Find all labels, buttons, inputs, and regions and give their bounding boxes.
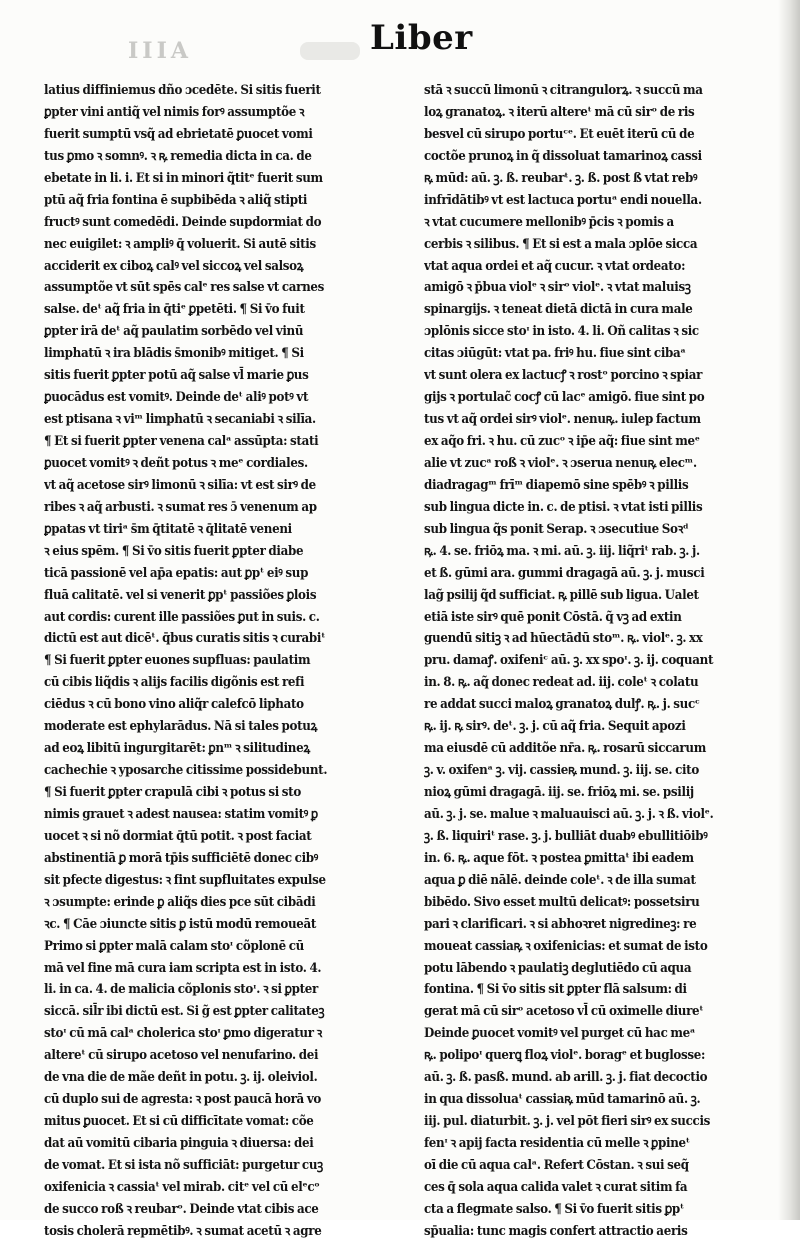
text-line: ꝑuocet vomitꝰ ꝛ deñt potus ꝛ meᵉ cordiales.	[44, 455, 308, 471]
text-line: uocet ꝛ si nõ dormiat q̄tū potit. ꝛ post faciat	[44, 828, 312, 844]
ink-smudge	[300, 42, 360, 60]
text-line: nioꝝ gūmi dragagā. iij. se. friōꝝ mi. se. psilij	[424, 785, 694, 800]
text-line: bibēdo. Sivo esset multū delicatꝰ: possetsiru	[424, 894, 700, 910]
text-line: moueat cassiaꝶ ꝛ oxifenicias: et sumat de isto	[424, 938, 708, 954]
left-text-column	[44, 80, 404, 1243]
text-line: in. 8. ꝶ. aq̃ donec redeat ad. iij. coleᵗ ꝛ colatu	[424, 675, 699, 691]
right-text-column	[424, 80, 772, 1243]
text-line: fontina. ¶ Si v̄o sitis sit ꝑpter flā salsum: di	[424, 982, 687, 998]
show-through-text: IIIA	[128, 38, 192, 64]
text-line: pru. damaꝭ. oxifeniᶜ aū. ꝫ. xx spoᶦ. ꝫ. ij. coquant	[424, 653, 714, 669]
text-line: ꝶ mūd: aū. ꝫ. ß. reubarᵗ. ꝫ. ß. post ß vtat rebꝰ	[424, 170, 698, 186]
text-line: loꝝ granatoꝝ. ꝛ iterū altereᵗ mā cū sirᵒ de ris	[424, 104, 695, 120]
text-line: ¶ Et si fuerit ꝑpter venena calᵃ assūpta: stati	[44, 434, 319, 449]
text-line: dat aū vomitū cibaria pinguia ꝛ diuersa: dei	[44, 1136, 314, 1151]
text-line: ꝶ. ij. ꝶ sirꝰ. deᵗ. ꝫ. j. cū aq̃ fria. Sequit apozi	[424, 719, 686, 735]
text-line: de succo roß ꝛ reubarᵒ. Deinde vtat cibis ace	[44, 1201, 319, 1217]
text-line: ɔplōnis sicce stoᶦ in isto. 4. li. Oñ calitas ꝛ sic	[424, 324, 699, 340]
text-line: sub lingua dicte in. c. de ptisi. ꝛ vtat isti pillis	[424, 499, 703, 515]
text-line: oxifenicia ꝛ cassiaᵗ vel mirab. citᵉ vel cū elᵉcᵒ	[44, 1179, 320, 1195]
text-line: ciēdus ꝛ cū bono vino aliq̃r calefcō liphato	[44, 697, 304, 713]
text-line: Deinde ꝑuocet vomitꝰ vel purget cū hac meᵃ	[424, 1026, 696, 1042]
text-line: amigō ꝛ p̄bua violᵉ ꝛ sirᵒ violᵉ. ꝛ vtat maluisꝫ	[424, 280, 691, 296]
text-line: cta a flegmate salso. ¶ Si v̄o fuerit sitis ꝑpᵗ	[424, 1201, 684, 1217]
text-line: moderate est ephylarādus. Nā si tales potuꝝ	[44, 719, 318, 735]
text-line: ꝛc. ¶ Cāe ɔiuncte sitis ꝑ istū modū remoueāt	[44, 916, 317, 932]
text-line: fuerit sumptū vsq̃ ad ebrietatē ꝑuocet vomi	[44, 126, 313, 142]
running-head: Liber	[370, 18, 473, 58]
text-line: ꝶ. polipoᶦ querꝗ floꝝ violᵉ. boragᵉ et buglosse:	[424, 1048, 706, 1064]
text-line: fructꝰ sunt comedēdi. Deinde supdormiat do	[44, 214, 322, 230]
text-line: dictū est aut dicēᵗ. q̄bus curatis sitis ꝛ curabiᵗ	[44, 631, 326, 647]
text-line: tosis cholerā repmētibꝰ. ꝛ sumat acetū ꝛ agre	[44, 1223, 322, 1239]
text-line: nec euigilet: ꝛ ampliꝰ q̄ voluerit. Si autē sitis	[44, 236, 316, 252]
text-line: ¶ Si fuerit ꝑpter euones supfluas: paulatim	[44, 653, 311, 669]
text-line: cerbis ꝛ silibus. ¶ Et si est a mala ɔplōe sicca	[424, 236, 698, 252]
text-line: tus ꝑmo ꝛ somnꝰ. ꝛ ꝶ remedia dicta in ca. de	[44, 148, 312, 164]
text-line: oī die cū aqua calᵃ. Refert Cōstan. ꝛ sui seq̃	[424, 1157, 689, 1173]
text-line: ꝛ vtat cucumere mellonibꝰ p̄cis ꝛ pomis a	[424, 214, 674, 230]
text-line: gijs ꝛ portulac̃ cocꝭ cū lacᵉ amigō. fiue sint po	[424, 390, 705, 406]
text-line: fenᶦ ꝛ apij facta residentia cū melle ꝛ ꝑpineᵗ	[424, 1136, 690, 1151]
text-line: vtat aqua ordei et aq̃ cucur. ꝛ vtat ordeato:	[424, 258, 686, 274]
text-line: ꝫ. v. oxifenᵃ ꝫ. vij. cassieꝶ mund. ꝫ. iij. se. cito	[424, 763, 699, 779]
text-line: ex aq̃o fri. ꝛ hu. cū zucᵒ ꝛ ip̄e aq̃: fiue sint meᵉ	[424, 434, 700, 449]
text-line: Primo si ꝑpter malā calam stoᶦ cõplonē cū	[44, 938, 304, 954]
text-line: nimis grauet ꝛ adest nausea: statim vomitꝰ ꝑ	[44, 806, 318, 822]
text-line: acciderit ex ciboꝝ calꝰ vel siccoꝝ vel salsoꝝ	[44, 258, 304, 274]
text-line: et ß. gūmi ara. gummi dragagā aū. ꝫ. j. musci	[424, 565, 705, 581]
text-line: ꝛ ɔsumpte: erinde ꝑ aliq̃s dies pce sūt cibādi	[44, 894, 316, 910]
text-line: ꝛ eius spēm. ¶ Si v̄o sitis fuerit ꝑpter diabe	[44, 543, 304, 559]
text-line: aut cordis: curent ille passiões ꝑut in suis. c.	[44, 609, 320, 625]
text-line: etiā iste sirꝰ quē ponit Cōstā. q̃ vꝫ ad extin	[424, 609, 682, 625]
text-line: tus vt aq̃ ordei sirꝰ violᵉ. nenuꝶ. iulep factum	[424, 412, 701, 428]
text-line: ꝑpter vini antiq̃ vel nimis forꝰ assumptõe ꝛ	[44, 104, 305, 120]
text-line: ribes ꝛ aq̃ arbusti. ꝛ sumat res ɔ̄ venenum ap	[44, 499, 317, 515]
text-line: coctõe prunoꝝ in q̃ dissoluat tamarinoꝝ cassi	[424, 148, 702, 164]
text-line: infrīdātibꝰ vt est lactuca portuᵃ endi nouella.	[424, 192, 702, 208]
text-line: ticā passionē vel ap̄a epatis: aut ꝑpᵗ eiꝰ sup	[44, 565, 309, 581]
text-line: re addat succi maloꝝ granatoꝝ dulꝭ. ꝶ. j. sucᶜ	[424, 697, 700, 713]
text-line: guendū sitiꝫ ꝛ ad hūectādū stoᵐ. ꝶ. violᵉ. ꝫ. xx	[424, 631, 703, 647]
text-line: ptū aq̃ fria fontina ē supbibēda ꝛ aliq̃ stipti	[44, 192, 308, 208]
text-line: sub lingua q̃s ponit Serap. ꝛ ɔsecutiue Soꝛᵈ	[424, 521, 689, 537]
text-line: ꝑpter irā deᵗ aq̃ paulatim sorbēdo vel vinū	[44, 324, 304, 340]
text-line: mā vel fine mā cura iam scripta est in isto. 4.	[44, 960, 322, 976]
text-line: aqua ꝑ diē nālē. deinde coleᵗ. ꝛ de illa sumat	[424, 872, 696, 888]
text-line: ces q̄ sola aqua calida valet ꝛ curat sitim fa	[424, 1179, 688, 1195]
text-line: ma eiusdē cū additõe nr̄a. ꝶ. rosarū siccarum	[424, 741, 706, 757]
text-line: sp̄ualia: tunc magis confert attractio aeris	[424, 1223, 688, 1239]
text-line: cū cibis liq̃dis ꝛ alijs facilis digõnis est refi	[44, 675, 305, 691]
text-line: aū. ꝫ. ß. pasß. mund. ab arill. ꝫ. j. fiat decoctio	[424, 1070, 708, 1086]
text-line: potu lābendo ꝛ paulatiꝫ deglutiēdo cū aqua	[424, 960, 692, 976]
text-line: iij. pul. diaturbit. ꝫ. j. vel pōt fieri sirꝰ ex succis	[424, 1114, 711, 1130]
text-line: ꝫ. ß. liquiriᵗ rase. ꝫ. j. bulliāt duabꝰ ebullitiōibꝰ	[424, 828, 708, 844]
text-line: latius diffiniemus dño ɔcedēte. Si sitis fuerit	[44, 83, 321, 98]
text-line: ebetate in li. i. Et si in minori q̃titᵉ fuerit sum	[44, 170, 323, 186]
text-line: est ptisana ꝛ viᵐ limphatū ꝛ secaniabi ꝛ silīa.	[44, 412, 316, 428]
text-line: altereᵗ cū sirupo acetoso vel nenufarino. dei	[44, 1048, 319, 1064]
text-line: ¶ Si fuerit ꝑpter crapulā cibi ꝛ potus si sto	[44, 785, 301, 800]
text-line: in qua dissoluaᵗ cassiaꝶ mūd tamarinō aū. ꝫ.	[424, 1092, 701, 1108]
text-line: alie vt zucᵃ roß ꝛ violᵉ. ꝛ ɔserua nenuꝶ elecᵐ.	[424, 455, 697, 471]
text-line: besvel cū sirupo portuᶜᵉ. Et euēt iterū cū de	[424, 126, 695, 142]
text-line: vt aq̃ acetose sirꝰ limonū ꝛ silīa: vt est sirꝰ de	[44, 477, 316, 493]
text-line: aū. ꝫ. j. se. malue ꝛ maluauisci aū. ꝫ. j. ꝛ ß. violᵉ.	[424, 806, 714, 822]
text-line: vt sunt olera ex lactucꝭ ꝛ rostᵒ porcino ꝛ spiar	[424, 368, 703, 384]
text-line: stā ꝛ succū limonū ꝛ citrangulorꝝ. ꝛ succū ma	[424, 83, 703, 98]
text-line: limphatū ꝛ ira blādis s̄monibꝰ mitiget. ¶ Si	[44, 346, 304, 362]
text-line: sitis fuerit ꝑpter potū aq̃ salse vl̄ marie ꝑus	[44, 368, 309, 384]
text-line: fluā calitatē. vel si venerit ꝑpᵗ passiões ꝑlois	[44, 587, 317, 603]
text-line: de vna die de mãe deñt in potu. ꝫ. ij. oleiviol.	[44, 1070, 318, 1086]
text-line: stoᶦ cū mā calᵃ cholerica stoᶦ ꝑmo digeratur ꝛ	[44, 1026, 322, 1042]
text-line: ad eoꝝ libitū ingurgitarēt: ꝑnᵐ ꝛ silitudineꝝ	[44, 741, 310, 757]
page-edge-shadow	[778, 0, 800, 1220]
text-line: sit pfecte digestus: ꝛ fint supfluitates expulse	[44, 872, 326, 888]
text-line: ꝑuocādus est vomitꝰ. Deinde deᵗ aliꝰ potꝰ vt	[44, 390, 309, 406]
text-line: gerat mā cū sirᵒ acetoso vl̄ cū oximelle diureᵗ	[424, 1004, 704, 1020]
text-line: in. 6. ꝶ. aque fōt. ꝛ postea ꝑmittaᵗ ibi eadem	[424, 850, 694, 866]
text-line: lag̃ psilij q̃d sufficiat. ꝶ pillē sub ligua. Ualet	[424, 587, 699, 603]
text-line: abstinentiā ꝑ morā tp̄is sufficiētē donec cibꝰ	[44, 850, 318, 866]
text-line: ꝶ. 4. se. friōꝝ ma. ꝛ mi. aū. ꝫ. iij. liq̃riᵗ rab. ꝫ. j.	[424, 543, 700, 559]
text-line: assumptõe vt sūt spēs calᵉ res salse vt carnes	[44, 280, 325, 296]
text-line: li. in ca. 4. de malicia cõplonis stoᶦ. ꝛ si ꝑpter	[44, 982, 319, 998]
text-line: diadragagᵐ frīᵐ diapemō sine spēbꝰ ꝛ pillis	[424, 477, 689, 493]
text-line: mitus ꝑuocet. Et si cū difficītate vomat: cõe	[44, 1114, 314, 1130]
text-line: cū duplo sui de agresta: ꝛ post paucā horā vo	[44, 1092, 322, 1108]
text-line: siccā. sil̄r ibi dictū est. Si g̃ est ꝑpter calitateꝫ	[44, 1004, 325, 1020]
text-line: spinargijs. ꝛ teneat dietā dictā in cura male	[424, 302, 693, 318]
text-line: citas ɔiūgūt: vtat pa. friꝰ hu. fiue sint cibaᵃ	[424, 346, 686, 362]
text-line: pari ꝛ clarificari. ꝛ si abhoꝛret nigredineꝫ: re	[424, 916, 697, 932]
text-line: cachechie ꝛ yposarche citissime possidebunt.	[44, 763, 328, 779]
text-line: salse. deᵗ aq̃ fria in q̄tiᵉ ꝑpetēti. ¶ Si v̄o fuit	[44, 302, 305, 318]
text-line: ꝑpatas vt tiriᵃ s̄m q̄titatē ꝛ q̄litatē veneni	[44, 521, 292, 537]
text-line: de vomat. Et si ista nõ sufficiāt: purgetur cuꝫ	[44, 1157, 323, 1173]
